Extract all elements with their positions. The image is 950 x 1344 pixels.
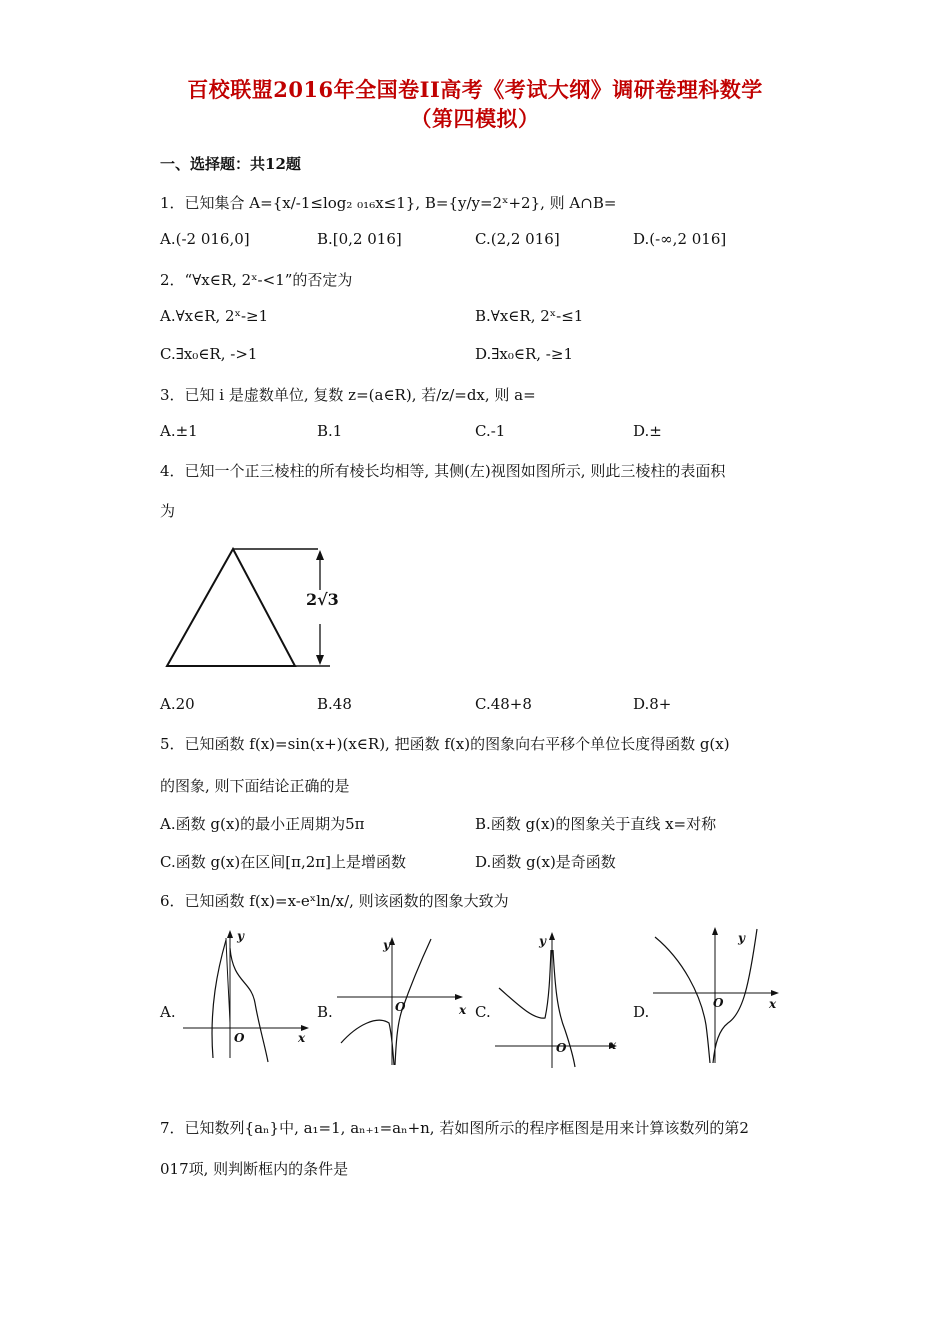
q6-stem: 6．已知函数 f(x)=x-eˣln/x/, 则该函数的图象大致为: [160, 892, 509, 910]
q4-stem-line1: 4．已知一个正三棱柱的所有棱长均相等, 其侧(左)视图如图所示, 则此三棱柱的表面积: [160, 462, 726, 480]
q1-option-b: B.[0,2 016]: [317, 230, 402, 248]
q7-stem-line2: 017项, 则判断框内的条件是: [160, 1160, 349, 1178]
q5-option-c: C.函数 g(x)在区间[π,2π]上是增函数: [160, 853, 406, 871]
q6-graph-b-origin: O: [395, 1000, 406, 1014]
q6-option-d-letter: D.: [633, 1003, 650, 1021]
q6-graph-b-x-label: x: [459, 1003, 467, 1017]
q6-graph-d: [653, 925, 783, 1065]
q5-option-a: A.函数 g(x)的最小正周期为5π: [160, 815, 365, 833]
q1-option-a: A.(-2 016,0]: [160, 230, 250, 248]
q4-option-c: C.48+8: [475, 695, 532, 713]
q6-graph-a-x-label: x: [298, 1031, 306, 1045]
q1-option-c: C.(2,2 016]: [475, 230, 560, 248]
q6-option-a-letter: A.: [160, 1003, 176, 1021]
q4-stem-line2: 为: [160, 502, 176, 520]
q6-option-c-letter: C.: [475, 1003, 491, 1021]
q6-graph-a: [183, 928, 313, 1063]
q1-stem: 1．已知集合 A={x/-1≤log₂ ₀₁₆x≤1}, B={y/y=2ˣ+2}, 则 A∩B=: [160, 194, 617, 212]
q3-stem: 3．已知 i 是虚数单位, 复数 z=(a∈R), 若/z/=dx, 则 a=: [160, 386, 536, 404]
section-heading: 一、选择题：共12题: [160, 155, 301, 173]
q6-option-b-letter: B.: [317, 1003, 333, 1021]
q1-option-d: D.(-∞,2 016]: [633, 230, 727, 248]
q6-graph-c-y-label: y: [539, 934, 546, 948]
q5-option-b: B.函数 g(x)的图象关于直线 x=对称: [475, 815, 717, 833]
q3-option-b: B.1: [317, 422, 343, 440]
q3-option-a: A.±1: [160, 422, 198, 440]
q3-option-d: D.±: [633, 422, 662, 440]
q3-option-c: C.-1: [475, 422, 506, 440]
figure-height-label: 2√3: [306, 590, 339, 609]
q6-graph-c-origin: O: [556, 1041, 567, 1055]
q4-option-a: A.20: [160, 695, 195, 713]
q6-graph-d-y-label: y: [738, 931, 745, 945]
q2-option-b: B.∀x∈R, 2ˣ-≤1: [475, 307, 584, 325]
q6-graph-b-y-label: y: [383, 938, 390, 952]
q6-graph-a-y-label: y: [237, 929, 244, 943]
q2-option-a: A.∀x∈R, 2ˣ-≥1: [160, 307, 269, 325]
q2-option-c: C.∃x₀∈R, ->1: [160, 345, 258, 363]
q4-option-b: B.48: [317, 695, 352, 713]
q6-graph-a-origin: O: [234, 1031, 245, 1045]
q6-graph-d-origin: O: [713, 996, 724, 1010]
q4-option-d: D.8+: [633, 695, 672, 713]
q7-stem-line1: 7．已知数列{aₙ}中, a₁=1, aₙ₊₁=aₙ+n, 若如图所示的程序框图是用来计算该数列的第2: [160, 1119, 749, 1137]
q5-option-d: D.函数 g(x)是奇函数: [475, 853, 616, 871]
paper-title-line1: 百校联盟2016年全国卷II高考《考试大纲》调研卷理科数学: [187, 77, 763, 102]
q2-stem: 2．“∀x∈R, 2ˣ-<1”的否定为: [160, 271, 353, 289]
q6-graph-c-x-label: x: [609, 1038, 617, 1052]
q5-stem-line2: 的图象, 则下面结论正确的是: [160, 777, 350, 795]
q2-option-d: D.∃x₀∈R, -≥1: [475, 345, 573, 363]
q5-stem-line1: 5．已知函数 f(x)=sin(x+)(x∈R), 把函数 f(x)的图象向右平移个单位长度得函数 g(x): [160, 735, 730, 753]
paper-title-line2: （第四模拟）: [410, 106, 540, 131]
q6-graph-d-x-label: x: [769, 997, 777, 1011]
